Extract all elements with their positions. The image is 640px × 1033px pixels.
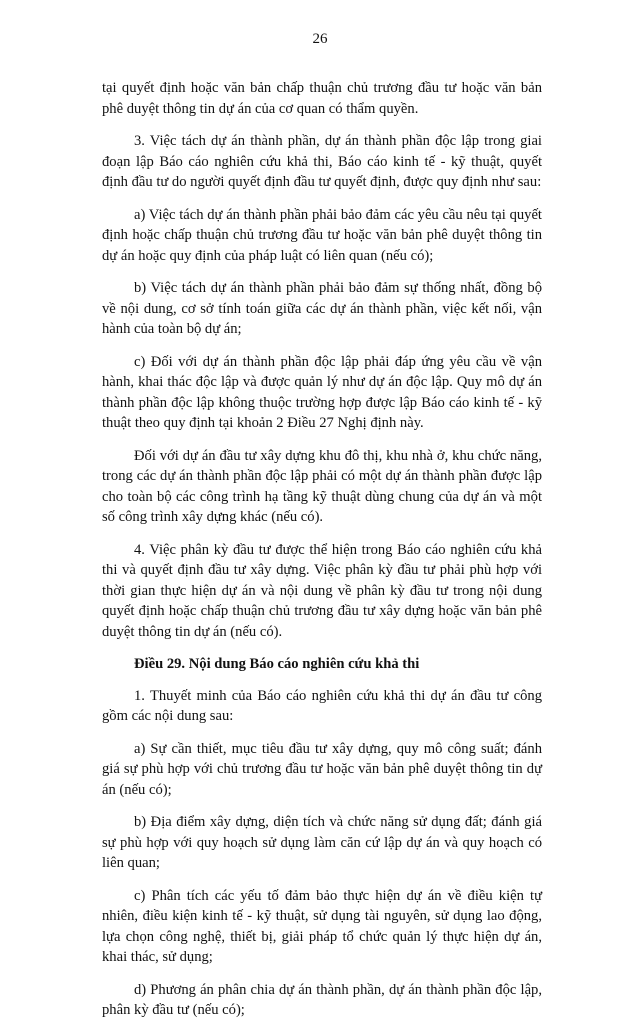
paragraph-urban-projects: Đối với dự án đầu tư xây dựng khu đô thị, khu nhà ở, khu chức năng, trong các dự án thành phần độc lập phải có một dự án thành phần được lập cho toàn bộ các công trình hạ tầng kỹ thuật dùng chung của dự án và một số công trình xây dựng khác (nếu có). xyxy=(102,447,542,525)
paragraph-clause-3c: c) Đối với dự án thành phần độc lập phải đáp ứng yêu cầu về vận hành, khai thác độc lập và được quản lý như dự án độc lập. Quy mô dự án thành phần độc lập không thuộc trường hợp được lập Báo cáo kinh tế - kỹ thuật theo quy định tại khoản 2 Điều 27 Nghị định này. xyxy=(102,353,542,431)
paragraph-item-b: b) Địa điểm xây dựng, diện tích và chức năng sử dụng đất; đánh giá sự phù hợp với quy hoạch sử dụng làm căn cứ lập dự án và quy hoạch có liên quan; xyxy=(102,814,542,871)
paragraph-clause-3: 3. Việc tách dự án thành phần, dự án thành phần độc lập trong giai đoạn lập Báo cáo nghiên cứu khả thi, Báo cáo kinh tế - kỹ thuật, quyết định đầu tư do người quyết định đầu tư quyết định, được quy định như sau: xyxy=(102,133,542,190)
paragraph-continuation: tại quyết định hoặc văn bản chấp thuận chủ trương đầu tư hoặc văn bản phê duyệt thông tin dự án của cơ quan có thẩm quyền. xyxy=(102,80,542,117)
paragraph-clause-4: 4. Việc phân kỳ đầu tư được thể hiện trong Báo cáo nghiên cứu khả thi và quyết định đầu tư xây dựng. Việc phân kỳ đầu tư phải phù hợp với thời gian thực hiện dự án và nội dung về phân kỳ đầu tư trong nội dung quyết định hoặc chấp thuận chủ trương đầu tư xây dựng hoặc văn bản phê duyệt thông tin dự án (nếu có). xyxy=(102,541,542,640)
paragraph-item-c: c) Phân tích các yếu tố đảm bảo thực hiện dự án về điều kiện tự nhiên, điều kiện kinh tế - kỹ thuật, sử dụng tài nguyên, sử dụng lao động, lựa chọn công nghệ, thiết bị, giải pháp tổ chức quản lý thực hiện dự án, khai thác, sử dụng; xyxy=(102,887,542,965)
article-29-heading: Điều 29. Nội dung Báo cáo nghiên cứu khả thi xyxy=(134,656,420,672)
page-number: 26 xyxy=(312,31,328,47)
paragraph-clause-3a: a) Việc tách dự án thành phần phải bảo đảm các yêu cầu nêu tại quyết định hoặc chấp thuận chủ trương đầu tư hoặc văn bản phê duyệt thông tin dự án hoặc quy định của pháp luật có liên quan (nếu có); xyxy=(102,206,542,264)
document-body xyxy=(102,78,542,1033)
paragraph-clause-3b: b) Việc tách dự án thành phần phải bảo đảm sự thống nhất, đồng bộ về nội dung, cơ sở tính toán giữa các dự án thành phần, việc kết nối, vận hành của toàn bộ dự án; xyxy=(102,280,542,337)
paragraph-item-d: d) Phương án phân chia dự án thành phần, dự án thành phần độc lập, phân kỳ đầu tư (nếu có); xyxy=(102,981,542,1018)
paragraph-article-29-1: 1. Thuyết minh của Báo cáo nghiên cứu khả thi dự án đầu tư công gồm các nội dung sau: xyxy=(102,687,542,724)
paragraph-item-a: a) Sự cần thiết, mục tiêu đầu tư xây dựng, quy mô công suất; đánh giá sự phù hợp với chủ trương đầu tư hoặc văn bản phê duyệt thông tin dự án (nếu có); xyxy=(102,740,542,798)
